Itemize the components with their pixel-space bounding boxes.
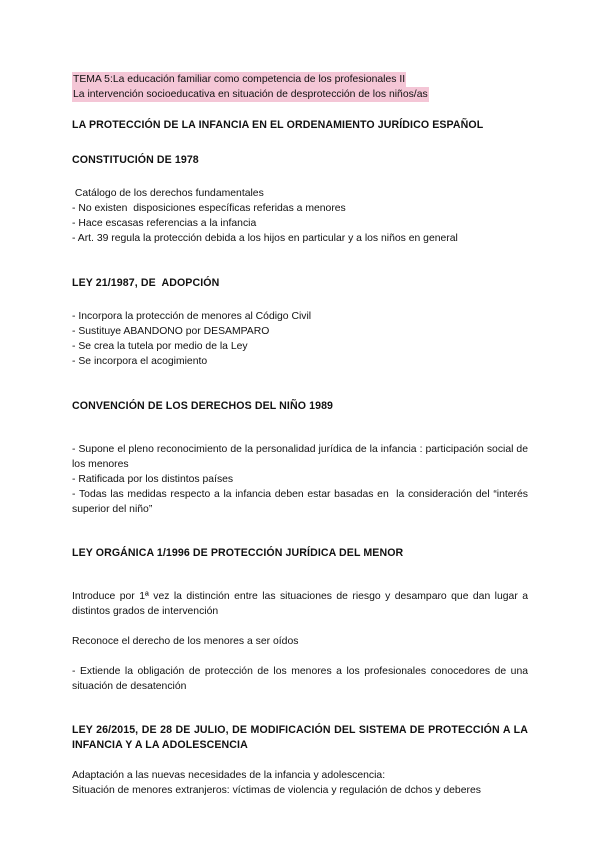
list-item: - Se incorpora el acogimiento <box>72 356 208 367</box>
list-item: - Se crea la tutela por medio de la Ley <box>72 341 248 352</box>
ley-1987-list <box>72 309 528 369</box>
convencion-paragraph-3: - Todas las medidas respecto a la infancia deben estar basadas en la consideración del “interés superior del niño” <box>72 489 531 515</box>
section-title-constitucion: CONSTITUCIÓN DE 1978 <box>72 154 199 166</box>
convencion-paragraph-1: - Supone el pleno reconocimiento de la personalidad jurídica de la infancia : participación social de los menores <box>72 444 528 470</box>
list-item: - Hace escasas referencias a la infancia <box>72 218 257 229</box>
section-title-ley-2015: LEY 26/2015, DE 28 DE JULIO, DE MODIFICACIÓN DEL SISTEMA DE PROTECCIÓN A LA INFANCIA Y A LA ADOLESCENCIA <box>72 724 528 751</box>
main-title: LA PROTECCIÓN DE LA INFANCIA EN EL ORDENAMIENTO JURÍDICO ESPAÑOL <box>72 119 484 131</box>
list-item: - No existen disposiciones específicas referidas a menores <box>72 203 346 214</box>
list-item: - Art. 39 regula la protección debida a los hijos en particular y a los niños en general <box>72 233 458 244</box>
highlighted-text: La intervención socioeducativa en situación de desprotección de los niños/as <box>73 89 428 100</box>
ley-2015-line-1: Adaptación a las nuevas necesidades de la infancia y adolescencia: <box>72 770 386 781</box>
document-page <box>72 70 531 798</box>
ley-1996-paragraph-1: Introduce por 1ª vez la distinción entre las situaciones de riesgo y desamparo que dan lugar a distintos grados de intervención <box>72 591 528 617</box>
constitucion-list <box>72 186 528 246</box>
section-title-ley-1987: LEY 21/1987, DE ADOPCIÓN <box>72 277 220 289</box>
list-item: - Incorpora la protección de menores al Código Civil <box>72 311 312 322</box>
ley-2015-line-2: Situación de menores extranjeros: víctimas de violencia y regulación de dchos y deberes <box>72 785 481 796</box>
topic-header-line-1 <box>72 70 528 85</box>
topic-header-line-2 <box>72 85 528 100</box>
ley-1996-paragraph-2: Reconoce el derecho de los menores a ser oídos <box>72 636 299 647</box>
section-title-convencion: CONVENCIÓN DE LOS DERECHOS DEL NIÑO 1989 <box>72 400 334 412</box>
highlighted-text: TEMA 5:La educación familiar como competencia de los profesionales II <box>73 74 406 85</box>
convencion-line-2: - Ratificada por los distintos países <box>72 474 234 485</box>
list-item: Catálogo de los derechos fundamentales <box>72 188 264 199</box>
list-item: - Sustituye ABANDONO por DESAMPARO <box>72 326 270 337</box>
ley-1996-paragraph-3: - Extiende la obligación de protección de los menores a los profesionales conocedores de una situación de desatención <box>72 666 528 692</box>
section-title-ley-1996: LEY ORGÁNICA 1/1996 DE PROTECCIÓN JURÍDICA DEL MENOR <box>72 547 404 559</box>
